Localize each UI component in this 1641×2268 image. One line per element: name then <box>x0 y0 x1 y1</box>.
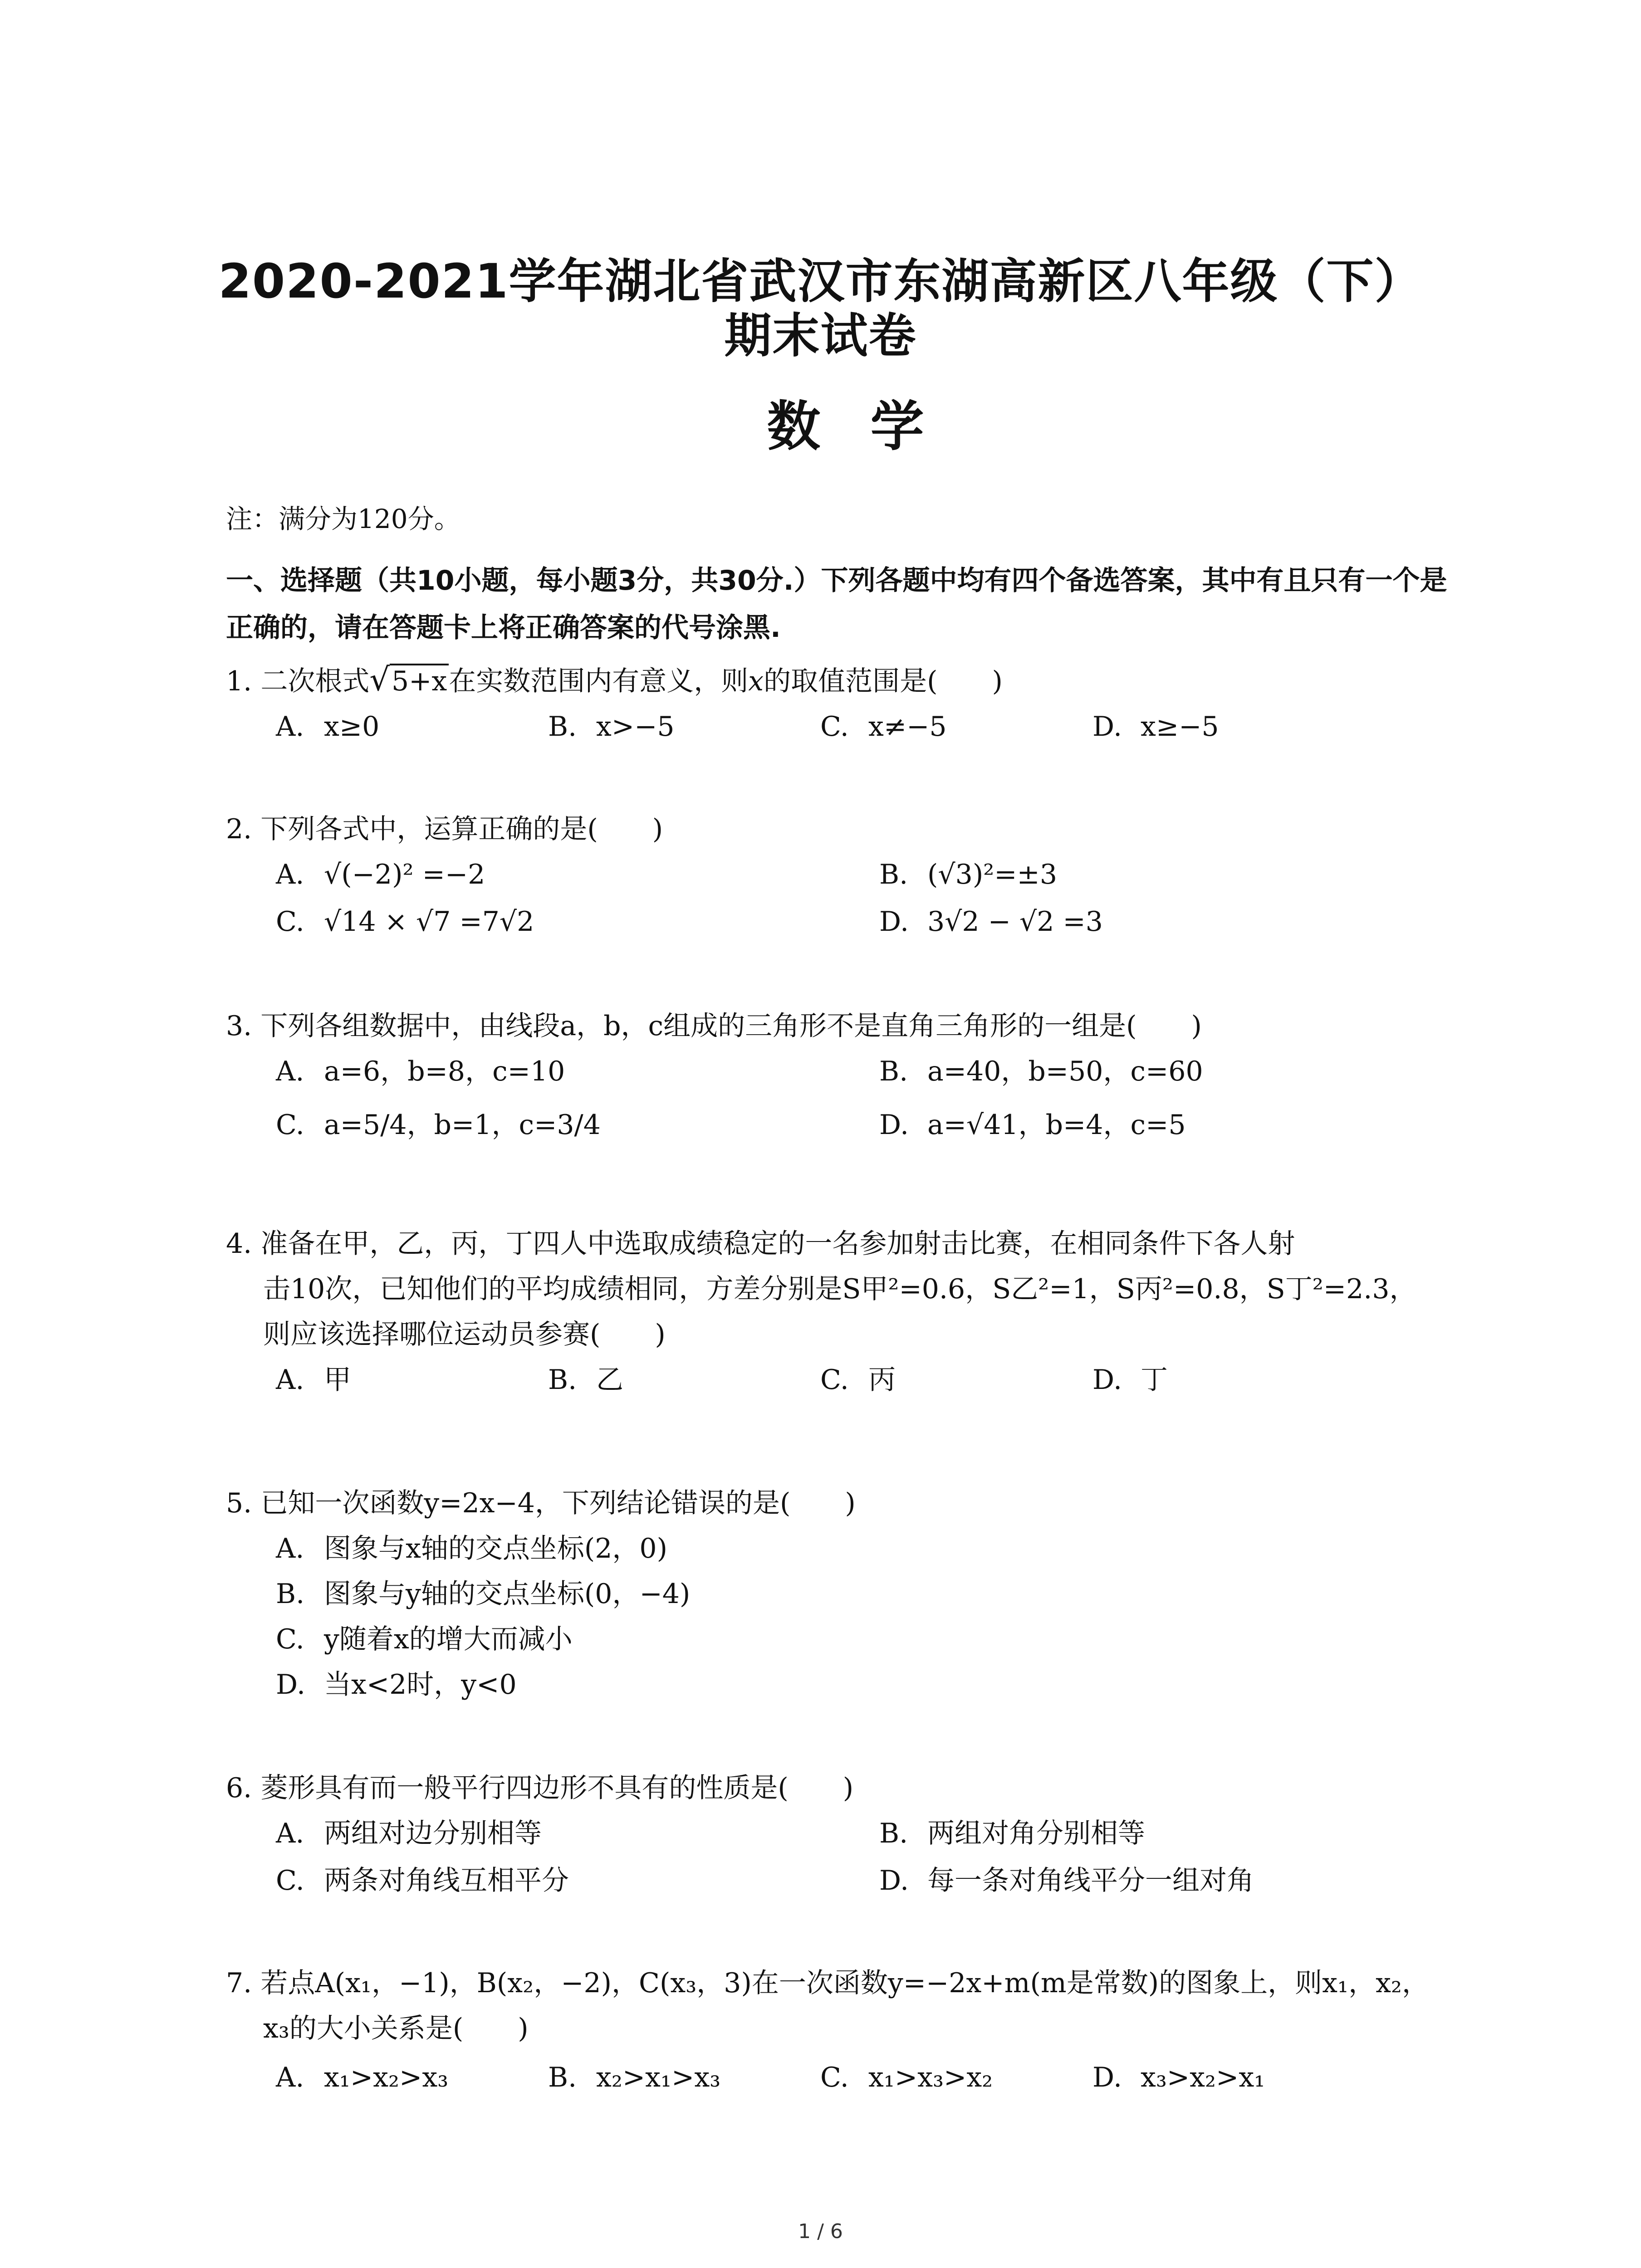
option-c[interactable]: C. x₁>x₃>x₂ <box>820 2062 993 2093</box>
question-3 <box>226 1003 1478 1155</box>
question-stem: 1. 二次根式√5+x在实数范围内有意义，则x的取值范围是( ) <box>226 657 1478 704</box>
option-b[interactable]: B. 乙 <box>548 1364 623 1396</box>
option-a[interactable]: A. 甲 <box>276 1364 351 1396</box>
score-note: 注：满分为120分。 <box>226 503 460 534</box>
option-c[interactable]: C. x≠−5 <box>820 711 947 743</box>
option-c[interactable]: C. 两条对角线互相平分 <box>276 1865 569 1897</box>
option-b[interactable]: B. 两组对角分别相等 <box>879 1818 1145 1849</box>
exam-title-line1: 2020-2021学年湖北省武汉市东湖高新区八年级（下） <box>218 254 1423 309</box>
option-d[interactable]: D. 每一条对角线平分一组对角 <box>879 1865 1254 1897</box>
exam-title-line2: 期末试卷 <box>724 308 917 363</box>
option-b[interactable]: B. x₂>x₁>x₃ <box>548 2062 721 2093</box>
options-row <box>276 1049 1478 1096</box>
option-a[interactable]: A. 图象与x轴的交点坐标(2，0) <box>276 1533 668 1564</box>
option-c[interactable]: C. y随着x的增大而减小 <box>276 1623 573 1655</box>
options-row <box>276 899 1478 946</box>
option-a[interactable]: A. √(−2)² =−2 <box>276 859 485 890</box>
question-stem-continued: 则应该选择哪位运动员参赛( ) <box>263 1319 666 1350</box>
question-stem: 6. 菱形具有而一般平行四边形不具有的性质是( ) <box>226 1772 854 1804</box>
question-1 <box>226 657 1478 749</box>
question-stem: 5. 已知一次函数y=2x−4，下列结论错误的是( ) <box>226 1487 856 1519</box>
option-a[interactable]: A. 两组对边分别相等 <box>276 1818 542 1849</box>
question-stem: 7. 若点A(x₁，−1)，B(x₂，−2)，C(x₃，3)在一次函数y=−2x+m(m是常数)的图象上，则x₁，x₂， <box>226 1967 1429 1999</box>
question-2 <box>226 807 1478 946</box>
options-row <box>276 1858 1478 1905</box>
option-d[interactable]: D. 丁 <box>1092 1364 1168 1396</box>
option-d[interactable]: D. 当x<2时，y<0 <box>276 1669 517 1701</box>
option-a[interactable]: A. x₁>x₂>x₃ <box>276 2062 449 2093</box>
option-b[interactable]: B. a=40，b=50，c=60 <box>879 1056 1203 1087</box>
option-d[interactable]: D. a=√41，b=4，c=5 <box>879 1109 1186 1141</box>
options-row <box>276 852 1478 899</box>
question-stem: 2. 下列各式中，运算正确的是( ) <box>226 813 663 845</box>
options-row <box>276 1811 1478 1858</box>
question-5 <box>226 1481 1478 1707</box>
option-b[interactable]: B. 图象与y轴的交点坐标(0，−4) <box>276 1578 691 1610</box>
option-c[interactable]: C. a=5/4，b=1，c=3/4 <box>276 1109 601 1141</box>
radical-expression: √5+x <box>369 657 449 704</box>
option-a[interactable]: A. a=6，b=8，c=10 <box>276 1056 565 1087</box>
option-d[interactable]: D. 3√2 − √2 =3 <box>879 906 1103 938</box>
option-c[interactable]: C. 丙 <box>820 1364 896 1396</box>
option-d[interactable]: D. x≥−5 <box>1092 711 1219 743</box>
options-row <box>276 1096 1478 1155</box>
question-stem: 4. 准备在甲，乙，丙，丁四人中选取成绩稳定的一名参加射击比赛，在相同条件下各人射 <box>226 1228 1295 1260</box>
options-row <box>276 704 1478 749</box>
option-d[interactable]: D. x₃>x₂>x₁ <box>1092 2062 1265 2093</box>
options-row <box>276 2055 1478 2100</box>
options-row <box>276 1357 1478 1403</box>
section-heading-choice: 一、选择题（共10小题，每小题3分，共30分.）下列各题中均有四个备选答案，其中有且只有一个是正确的，请在答题卡上将正确答案的代号涂黑. <box>226 565 1447 644</box>
option-b[interactable]: B. (√3)²=±3 <box>879 859 1057 890</box>
page-number: 1 / 6 <box>798 2220 843 2243</box>
question-6 <box>226 1765 1478 1905</box>
option-b[interactable]: B. x>−5 <box>548 711 675 743</box>
question-7 <box>226 1960 1478 2100</box>
subject-heading: 数学 <box>767 395 974 458</box>
question-stem: 3. 下列各组数据中，由线段a，b，c组成的三角形不是直角三角形的一组是( ) <box>226 1010 1202 1042</box>
option-a[interactable]: A. x≥0 <box>276 711 380 743</box>
question-stem-continued: x₃的大小关系是( ) <box>263 2013 529 2044</box>
option-c[interactable]: C. √14 × √7 =7√2 <box>276 906 534 938</box>
question-stem-continued: 击10次，已知他们的平均成绩相同，方差分别是S甲²=0.6，S乙²=1，S丙²=0.8，S丁²=2.3， <box>263 1273 1417 1305</box>
question-4 <box>226 1221 1478 1403</box>
